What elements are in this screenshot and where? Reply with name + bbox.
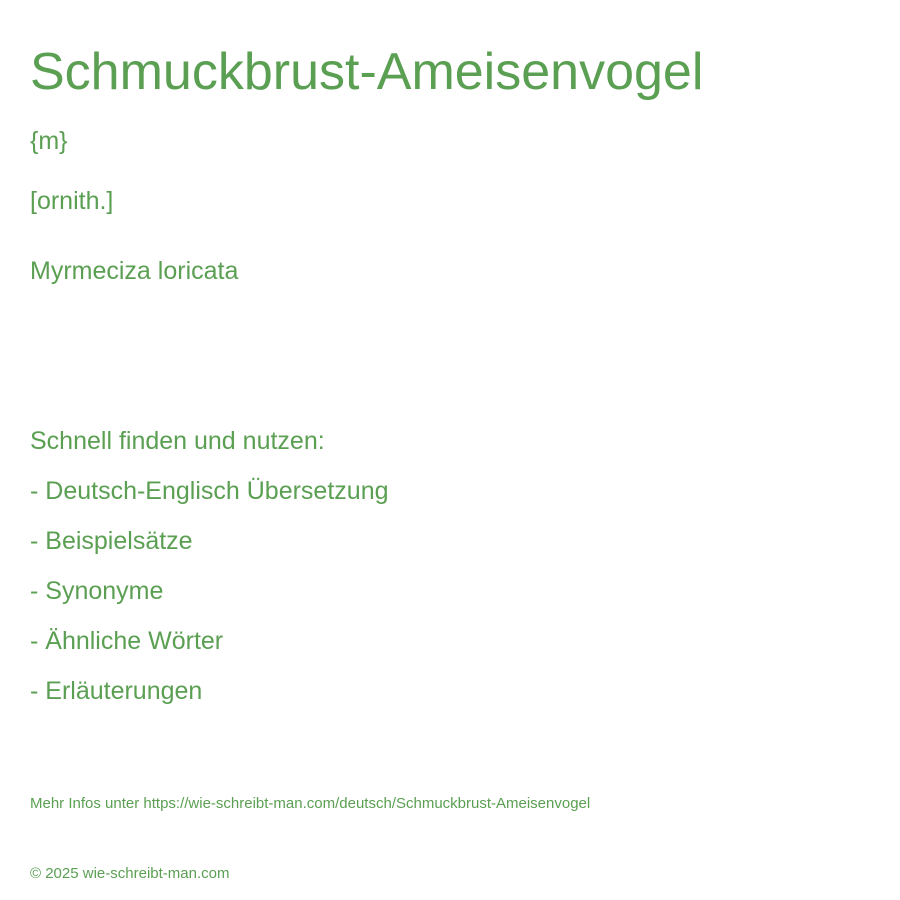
quick-access-item-example-sentences: - Beispielsätze xyxy=(30,527,193,555)
gender-label: {m} xyxy=(30,127,68,155)
page-title: Schmuckbrust-Ameisenvogel xyxy=(30,43,704,101)
quick-access-heading: Schnell finden und nutzen: xyxy=(30,427,325,455)
more-info-text: Mehr Infos unter https://wie-schreibt-man.com/deutsch/Schmuckbrust-Ameisenvogel xyxy=(30,795,591,812)
quick-access-list xyxy=(30,476,389,726)
latin-name: Myrmeciza loricata xyxy=(30,257,239,285)
domain-label: [ornith.] xyxy=(30,187,114,215)
copyright-text: © 2025 wie-schreibt-man.com xyxy=(30,865,230,882)
quick-access-item-similar-words: - Ähnliche Wörter xyxy=(30,627,224,655)
quick-access-item-translation: - Deutsch-Englisch Übersetzung xyxy=(30,477,389,505)
quick-access-item-synonyms: - Synonyme xyxy=(30,577,164,605)
quick-access-item-explanations: - Erläuterungen xyxy=(30,677,203,705)
